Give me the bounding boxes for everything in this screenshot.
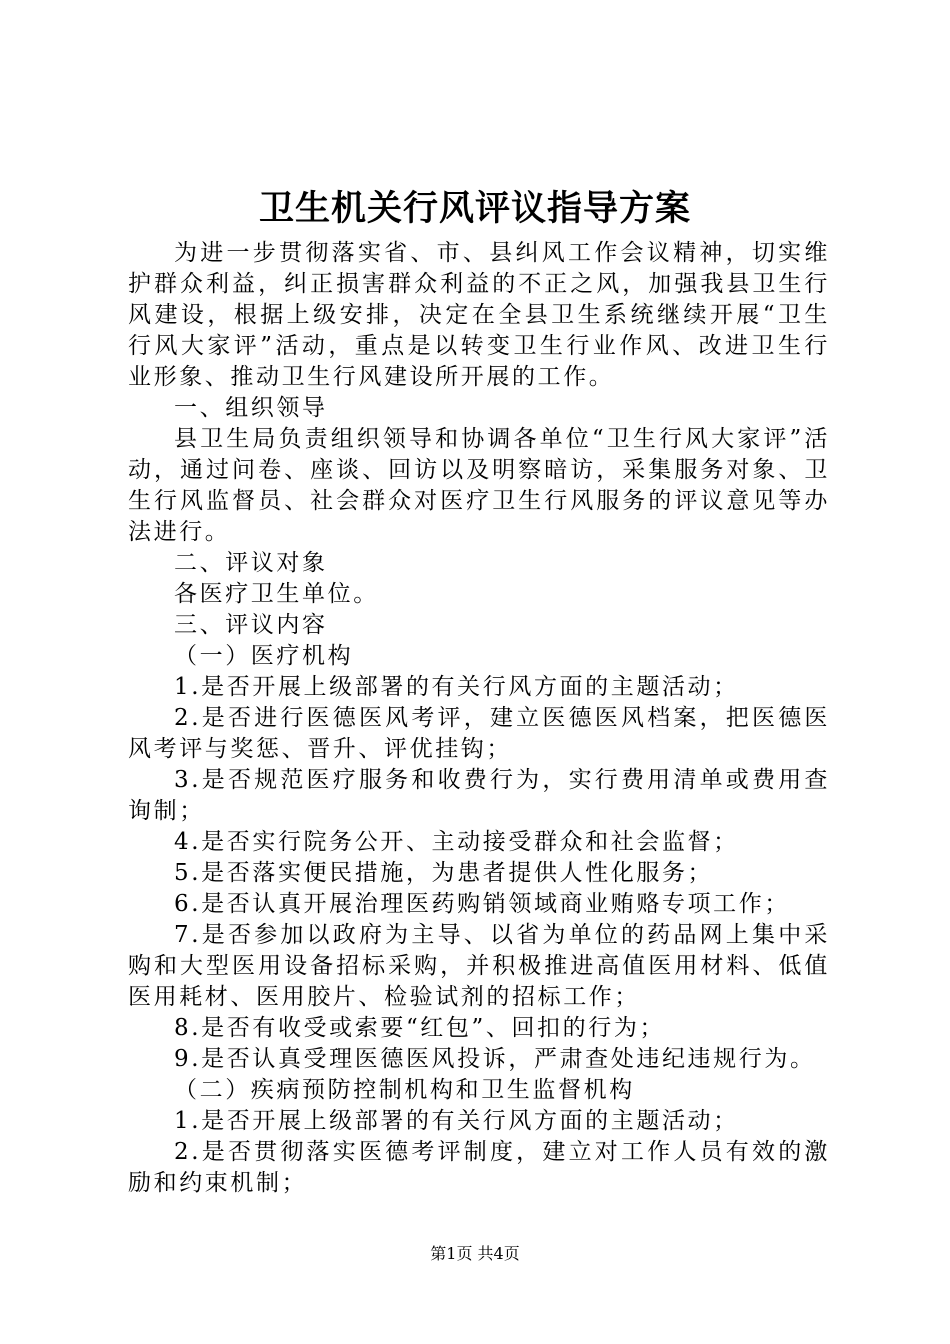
list-item: 2.是否进行医德医风考评，建立医德医风档案，把医德医风考评与奖惩、晋升、评优挂钩； xyxy=(128,705,830,762)
subsection-heading-disease-control: （二）疾病预防控制机构和卫生监督机构 xyxy=(174,1077,635,1103)
section-heading-content: 三、评议内容 xyxy=(174,612,328,638)
page-footer xyxy=(0,1243,950,1265)
list-item: 1.是否开展上级部署的有关行风方面的主题活动； xyxy=(174,1108,739,1134)
document-title: 卫生机关行风评议指导方案 xyxy=(258,188,691,229)
list-item: 6.是否认真开展治理医药购销领域商业贿赂专项工作； xyxy=(174,891,790,917)
list-item: 9.是否认真受理医德医风投诉，严肃查处违纪违规行为。 xyxy=(174,1046,816,1072)
list-item: 2.是否贯彻落实医德考评制度，建立对工作人员有效的激励和约束机制； xyxy=(128,1139,830,1196)
list-item: 7.是否参加以政府为主导、以省为单位的药品网上集中采购和大型医用设备招标采购，并积极推进高值医用材料、低值医用耗材、医用胶片、检验试剂的招标工作； xyxy=(128,922,830,1010)
list-item: 5.是否落实便民措施，为患者提供人性化服务； xyxy=(174,860,714,886)
paragraph-organization: 县卫生局负责组织领导和协调各单位“卫生行风大家评”活动，通过问卷、座谈、回访以及明察暗访，采集服务对象、卫生行风监督员、社会群众对医疗卫生行风服务的评议意见等办法进行。 xyxy=(128,426,830,545)
page-number: 第1页 共4页 xyxy=(430,1244,520,1263)
section-heading-organization: 一、组织领导 xyxy=(174,395,328,421)
list-item: 8.是否有收受或索要“红包”、回扣的行为； xyxy=(174,1015,666,1041)
section-heading-targets: 二、评议对象 xyxy=(174,550,328,576)
subsection-heading-medical: （一）医疗机构 xyxy=(174,643,354,669)
list-item: 3.是否规范医疗服务和收费行为，实行费用清单或费用查询制； xyxy=(128,767,830,824)
document-body xyxy=(128,238,830,1199)
paragraph-intro: 为进一步贯彻落实省、市、县纠风工作会议精神，切实维护群众利益，纠正损害群众利益的不正之风，加强我县卫生行风建设，根据上级安排，决定在全县卫生系统继续开展“卫生行风大家评”活动，重点是以转变卫生行业作风、改进卫生行业形象、推动卫生行风建设所开展的工作。 xyxy=(128,240,830,390)
list-item: 4.是否实行院务公开、主动接受群众和社会监督； xyxy=(174,829,739,855)
paragraph-targets: 各医疗卫生单位。 xyxy=(174,581,379,607)
list-item: 1.是否开展上级部署的有关行风方面的主题活动； xyxy=(174,674,739,700)
